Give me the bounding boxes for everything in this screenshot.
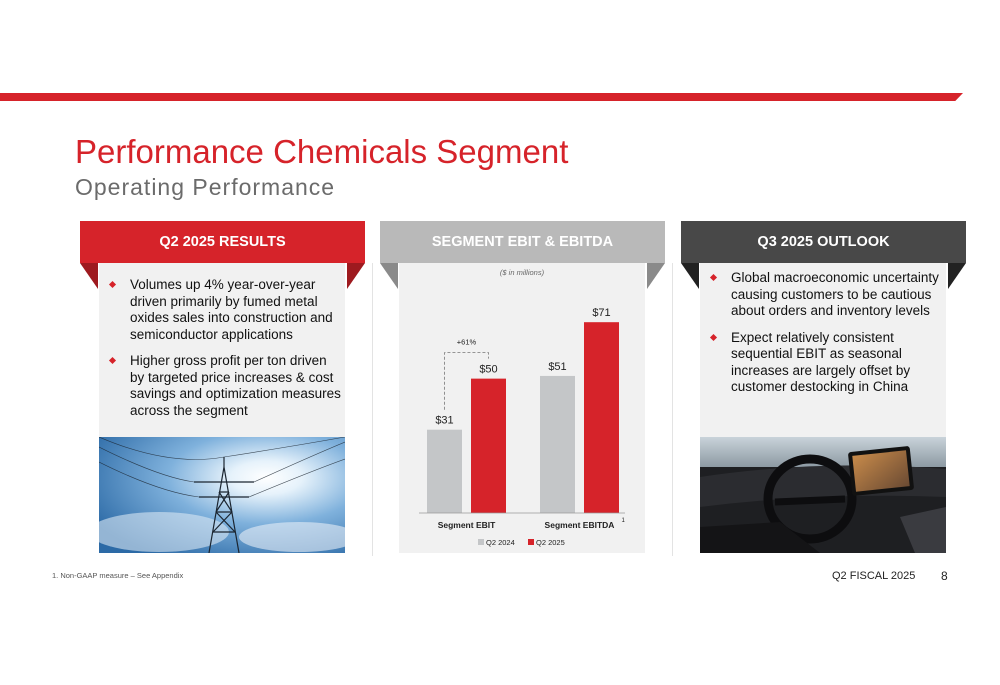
chart-header-fold-right bbox=[647, 263, 665, 289]
category-label: Segment EBITDA bbox=[544, 520, 615, 530]
bar-value-label: $71 bbox=[592, 307, 611, 320]
outlook-header-fold bbox=[681, 263, 699, 289]
bar-q2-2024-ebitda bbox=[540, 376, 575, 513]
panel-divider bbox=[372, 263, 373, 556]
page-number: 8 bbox=[941, 569, 948, 583]
chart-header-label: SEGMENT EBIT & EBITDA bbox=[431, 234, 614, 250]
panel-divider bbox=[672, 263, 673, 556]
results-header-label: Q2 2025 RESULTS bbox=[159, 234, 286, 250]
page-title: Performance Chemicals Segment bbox=[75, 133, 569, 170]
fiscal-period: Q2 FISCAL 2025 bbox=[832, 570, 916, 582]
outlook-panel-header bbox=[681, 221, 966, 263]
bar-q2-2025-ebit bbox=[471, 379, 506, 513]
chart-header-fold bbox=[380, 263, 398, 289]
bar-value-label: $31 bbox=[435, 414, 454, 427]
outlook-bullet: Global macroeconomic uncertainty causing customers to be cautious about orders and inventory levels bbox=[703, 270, 945, 320]
category-label: Segment EBIT bbox=[437, 520, 496, 530]
results-bullet-list bbox=[102, 277, 344, 429]
bar-value-label: $50 bbox=[479, 363, 498, 376]
outlook-bullet-list bbox=[703, 270, 945, 406]
legend-label: Q2 2024 bbox=[486, 538, 515, 547]
car-interior-photo bbox=[700, 437, 946, 553]
footnote: 1. Non-GAAP measure – See Appendix bbox=[52, 571, 184, 580]
bullet-diamond-icon bbox=[710, 333, 717, 340]
bar-value-label: $51 bbox=[548, 360, 567, 373]
bar-q2-2024-ebit bbox=[427, 430, 462, 513]
legend-swatch bbox=[528, 539, 534, 545]
legend-label: Q2 2025 bbox=[536, 538, 565, 547]
growth-label: +61% bbox=[456, 337, 477, 347]
results-bullet: Higher gross profit per ton driven by targeted price increases & cost savings and optimization measures across the segment bbox=[102, 353, 344, 419]
power-tower-photo bbox=[99, 437, 345, 553]
bar-q2-2025-ebitda bbox=[584, 322, 619, 513]
outlook-header-fold-right bbox=[948, 263, 966, 289]
outlook-bullet: Expect relatively consistent sequential EBIT as seasonal increases are largely offset by customer destocking in China bbox=[703, 330, 945, 396]
outlook-header-label: Q3 2025 OUTLOOK bbox=[757, 234, 890, 250]
results-header-fold bbox=[80, 263, 98, 289]
bullet-diamond-icon bbox=[710, 274, 717, 281]
results-header-fold-right bbox=[347, 263, 365, 289]
ebit-ebitda-chart bbox=[399, 263, 645, 553]
chart-units-note: ($ in millions) bbox=[499, 268, 545, 277]
bullet-diamond-icon bbox=[109, 357, 116, 364]
page-subtitle: Operating Performance bbox=[75, 174, 336, 200]
chart-panel-header bbox=[380, 221, 665, 263]
results-bullet: Volumes up 4% year-over-year driven primarily by fumed metal oxides sales into construction and semiconductor applications bbox=[102, 277, 344, 343]
legend-swatch bbox=[478, 539, 484, 545]
category-superscript: 1 bbox=[621, 518, 625, 524]
top-accent-bar bbox=[0, 93, 963, 101]
results-panel-header bbox=[80, 221, 365, 263]
bullet-diamond-icon bbox=[109, 281, 116, 288]
